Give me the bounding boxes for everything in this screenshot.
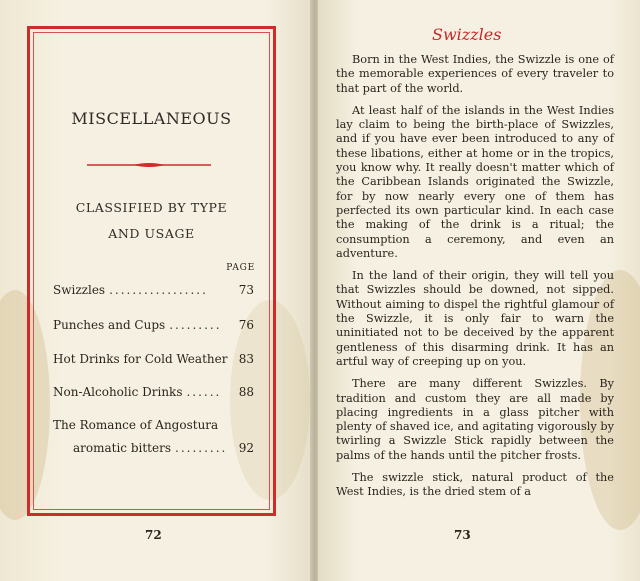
toc-page: 76: [238, 318, 254, 332]
toc-leader: [231, 352, 234, 366]
toc-label: The Romance of Angostura: [53, 418, 219, 432]
page-number-left: 72: [145, 528, 162, 542]
paragraph: At least half of the islands in the West Indies lay claim to being the birth-place of Swizzles, and if you have ever been introduced to any of these libations, either at home or in the tropics, you know why. It really doesn't matter which of the Caribbean Islands originated the Swizzle, for by now nearly every one of them has perfected its own particular kind. In each case the making of the drink is a ritual; the consumption a ceremony, and even an adventure.: [336, 103, 614, 260]
toc-label: Swizzles: [53, 283, 106, 297]
toc-label: Hot Drinks for Cold Weather: [53, 352, 228, 366]
toc-entry: [53, 352, 254, 366]
contents-frame: [27, 26, 276, 516]
page-number-right: 73: [454, 528, 471, 542]
section-title: MISCELLANEOUS: [71, 109, 232, 128]
toc-leader: .........: [169, 318, 222, 332]
subtitle-line-2: AND USAGE: [108, 226, 195, 241]
page-heading: Swizzles: [432, 25, 502, 44]
left-page: [0, 0, 312, 581]
paragraph: In the land of their origin, they will tell you that Swizzles should be downed, not sipped. Without aiming to dispel the rightful glamour of the Swizzle, it is only fair to warn the uninitiated not to be deceived by the apparent gentleness of this disarming drink. It has an artful way of creeping up on you.: [336, 269, 614, 368]
toc-leader: ......: [186, 385, 222, 399]
toc-label: Non-Alcoholic Drinks: [53, 385, 183, 399]
contents-frame-inner: [33, 32, 270, 510]
ornament-divider: [87, 161, 211, 169]
toc-entry: [53, 418, 254, 432]
toc-entry: [53, 318, 254, 332]
toc-entry: [53, 283, 254, 297]
right-page: [318, 0, 640, 581]
toc-entry: [73, 441, 254, 455]
paragraph: Born in the West Indies, the Swizzle is one of the memorable experiences of every traveler to that part of the world.: [336, 53, 614, 95]
paragraph: There are many different Swizzles. By tradition and custom they are all made by placing ingredients in a glass pitcher with plenty of shaved ice, and agitating vigorously by twirling a Swizzle Stick rapidly between the palms of the hands until the pitcher frosts.: [336, 377, 614, 462]
toc-label: aromatic bitters: [73, 441, 172, 455]
toc-page: 88: [238, 385, 254, 399]
body-text: [336, 53, 614, 508]
toc-leader: .................: [109, 283, 208, 297]
toc-page: 83: [238, 352, 254, 366]
page-column-header: PAGE: [226, 263, 255, 273]
toc-page: 73: [238, 283, 254, 297]
toc-entry: [53, 385, 254, 399]
toc-label: Punches and Cups: [53, 318, 166, 332]
paragraph: The swizzle stick, natural product of the West Indies, is the dried stem of a: [336, 471, 614, 499]
subtitle-line-1: CLASSIFIED BY TYPE: [75, 200, 228, 215]
toc-page: 92: [238, 441, 254, 455]
toc-leader: .........: [175, 441, 228, 455]
